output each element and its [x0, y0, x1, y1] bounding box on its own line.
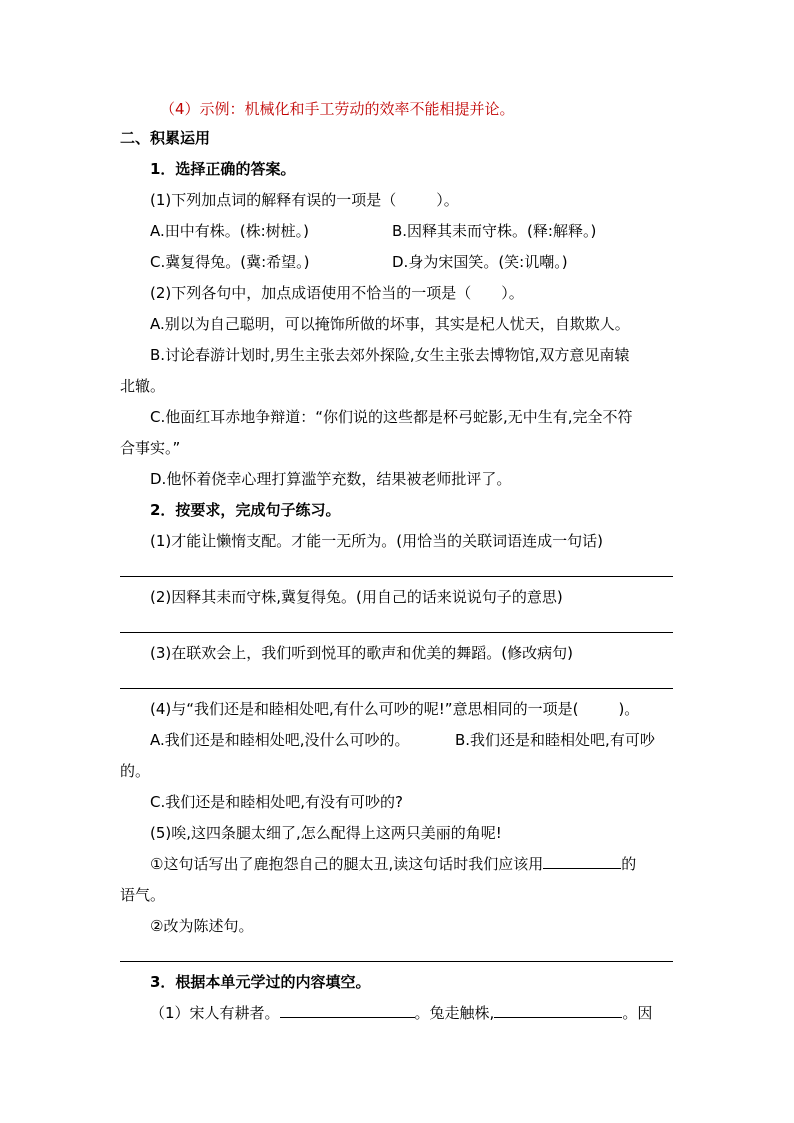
q1-part2-option-b-line1: B.讨论春游计划时,男生主张去郊外探险,女生主张去博物馆,双方意见南辕	[150, 346, 630, 364]
answer-line-2[interactable]	[120, 632, 673, 633]
q1-part2-option-c-line2: 合事实。”	[120, 439, 181, 457]
q2-part4-option-c: C.我们还是和睦相处吧,有没有可吵的?	[150, 793, 403, 811]
q1-part2-option-b-line2: 北辙。	[120, 377, 166, 395]
q2-part5-stem: (5)唉,这四条腿太细了,怎么配得上这两只美丽的角呢!	[150, 824, 502, 842]
answer-line-1[interactable]	[120, 576, 673, 577]
question-3-title: 3．根据本单元学过的内容填空。	[150, 973, 371, 991]
q1-part1-option-d: D.身为宋国笑。(笑:讥嘲。)	[392, 253, 568, 271]
fill-blank[interactable]	[494, 1003, 622, 1018]
q2-part2: (2)因释其耒而守株,冀复得兔。(用自己的话来说说句子的意思)	[150, 588, 563, 606]
q2-part5-sub1: ①这句话写出了鹿抱怨自己的腿太丑,读这句话时我们应该用 的	[150, 855, 637, 873]
q2-part5-sub2: ②改为陈述句。	[150, 917, 254, 935]
q2-part3: (3)在联欢会上，我们听到悦耳的歌声和优美的舞蹈。(修改病句)	[150, 644, 573, 662]
q1-part2-option-a: A.别以为自己聪明，可以掩饰所做的坏事，其实是杞人忧天，自欺欺人。	[150, 315, 630, 333]
q1-part2-stem: (2)下列各句中，加点成语使用不恰当的一项是（ ）。	[150, 284, 524, 302]
question-2-title: 2．按要求，完成句子练习。	[150, 501, 341, 519]
q1-part1-stem: (1)下列加点词的解释有误的一项是（ ）。	[150, 191, 459, 209]
q1-part1-option-c: C.冀复得兔。(冀:希望。)	[150, 253, 310, 271]
answer-line-3[interactable]	[120, 688, 673, 689]
q2-part4-option-b-line2: 的。	[120, 762, 151, 780]
q1-part1-option-b: B.因释其耒而守株。(释:解释。)	[392, 222, 597, 240]
q1-part2-option-d: D.他怀着侥幸心理打算滥竽充数，结果被老师批评了。	[150, 470, 512, 488]
q3-part1: （1）宋人有耕者。 。兔走触株, 。因	[150, 1004, 653, 1022]
question-1-title: 1．选择正确的答案。	[150, 160, 296, 178]
q2-part1: (1)才能让懒惰支配。才能一无所为。(用恰当的关联词语连成一句话)	[150, 532, 603, 550]
answer-example: （4）示例：机械化和手工劳动的效率不能相提并论。	[160, 100, 515, 118]
q1-part2-option-c-line1: C.他面红耳赤地争辩道：“你们说的这些都是杯弓蛇影,无中生有,完全不符	[150, 408, 633, 426]
fill-blank[interactable]	[543, 854, 621, 869]
q1-part1-option-a: A.田中有株。(株:树桩。)	[150, 222, 310, 240]
q2-part4-option-a: A.我们还是和睦相处吧,没什么可吵的。	[150, 731, 410, 749]
q2-part4-option-b-line1: B.我们还是和睦相处吧,有可吵	[455, 731, 655, 749]
q2-part4-stem: (4)与“我们还是和睦相处吧,有什么可吵的呢!”意思相同的一项是( )。	[150, 700, 640, 718]
section-title: 二、积累运用	[120, 129, 211, 147]
fill-blank[interactable]	[280, 1003, 415, 1018]
answer-line-4[interactable]	[120, 961, 673, 962]
q2-part5-sub1-end: 语气。	[120, 886, 166, 904]
